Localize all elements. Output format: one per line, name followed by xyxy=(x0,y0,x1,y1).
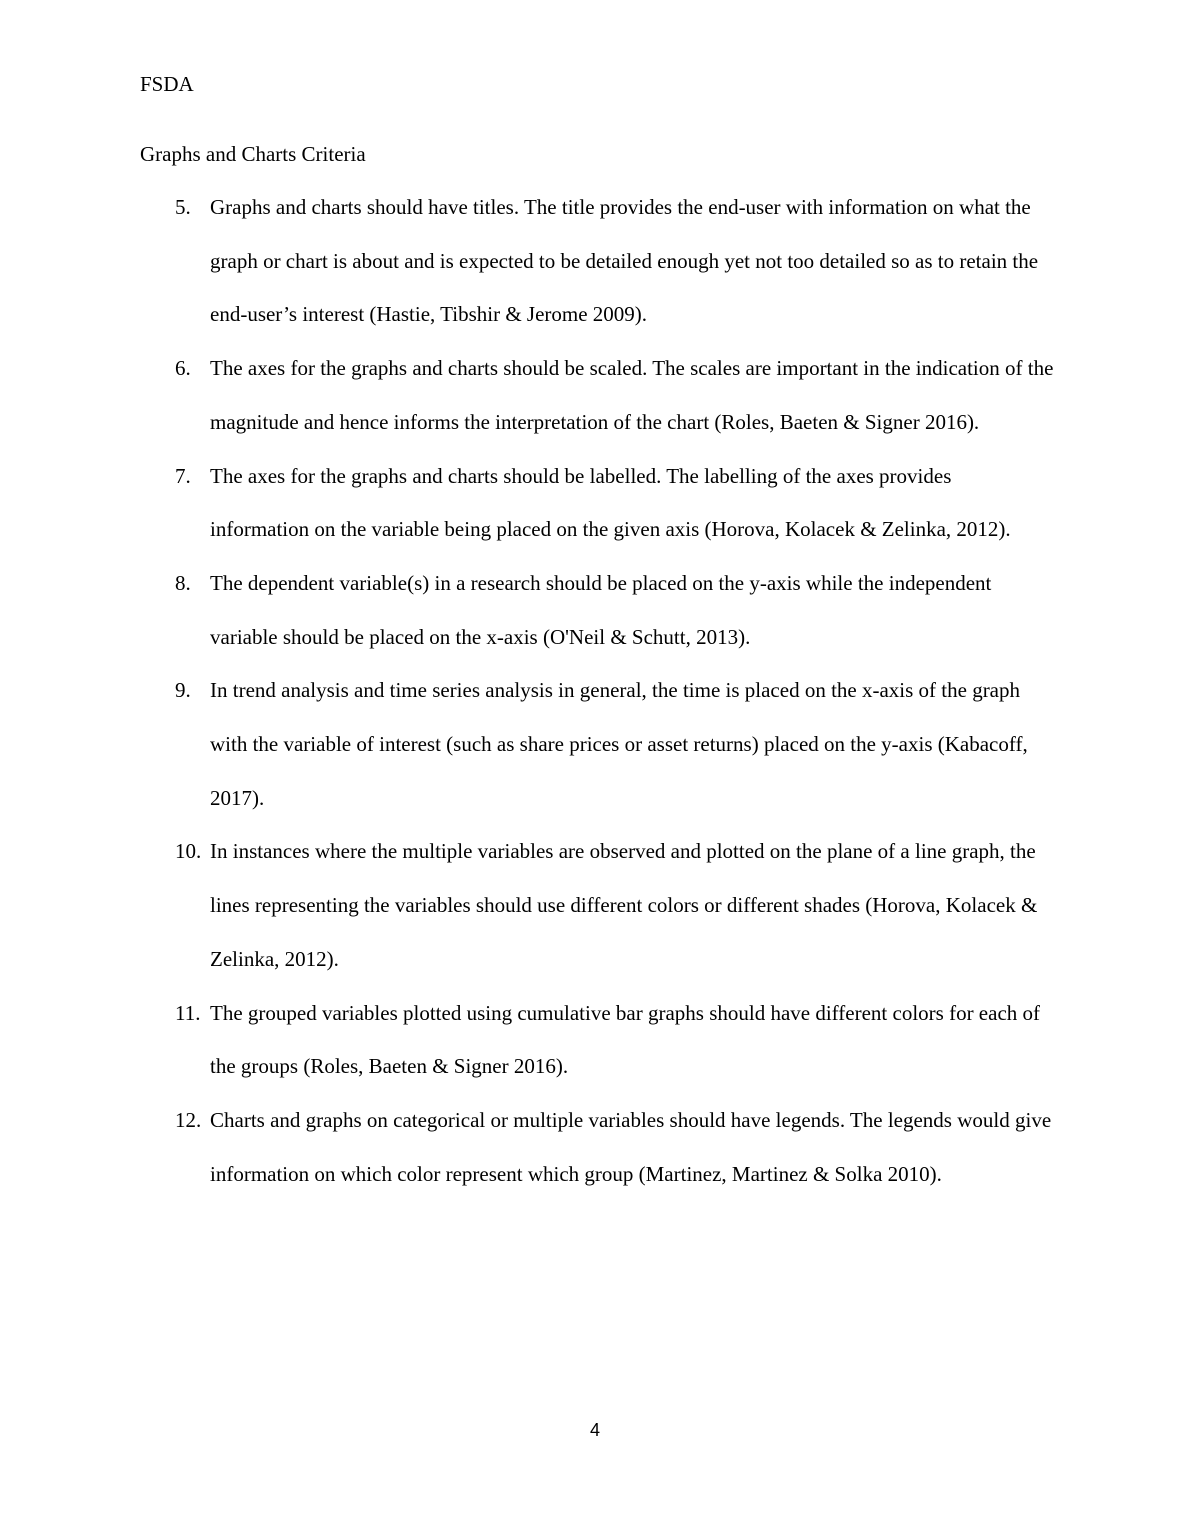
list-item-text: In instances where the multiple variables are observed and plotted on the plane of a line graph, the lines representing the variables should use different colors or different shades (Horova, Kolacek & Zelinka, 2012). xyxy=(210,839,1038,971)
criteria-item-11 xyxy=(0,987,1055,1094)
section-title: Graphs and Charts Criteria xyxy=(140,142,366,166)
list-item-text: Charts and graphs on categorical or multiple variables should have legends. The legends would give information on which color represent which group (Martinez, Martinez & Solka 2010). xyxy=(210,1107,1052,1186)
page-number: 4 xyxy=(589,1420,600,1440)
criteria-list xyxy=(0,181,1190,1201)
list-item-text: The dependent variable(s) in a research should be placed on the y-axis while the independent variable should be placed on the x-axis (O'Neil & Schutt, 2013). xyxy=(210,570,992,649)
criteria-item-6 xyxy=(0,342,1055,449)
running-header: FSDA xyxy=(140,72,194,96)
list-number: 6. xyxy=(175,356,191,381)
criteria-item-5 xyxy=(0,181,1055,342)
list-item-text: The axes for the graphs and charts should be labelled. The labelling of the axes provides information on the variable being placed on the given axis (Horova, Kolacek & Zelinka, 2012). xyxy=(210,463,1011,542)
list-number: 8. xyxy=(175,570,191,595)
list-number: 7. xyxy=(175,463,191,488)
list-number: 12. xyxy=(175,1107,202,1132)
list-item-text: Graphs and charts should have titles. The title provides the end-user with information on what the graph or chart is about and is expected to be detailed enough yet not too detailed so as to retain the end-user’s interest (Hastie, Tibshir & Jerome 2009). xyxy=(210,195,1039,327)
criteria-item-10 xyxy=(0,825,1055,986)
criteria-item-9 xyxy=(0,664,1055,825)
criteria-item-12 xyxy=(0,1094,1055,1201)
criteria-item-8 xyxy=(0,557,1055,664)
list-number: 11. xyxy=(175,1000,201,1025)
criteria-item-7 xyxy=(0,450,1055,557)
list-number: 10. xyxy=(175,839,202,864)
list-item-text: In trend analysis and time series analysis in general, the time is placed on the x-axis of the graph with the variable of interest (such as share prices or asset returns) placed on the y-axis (Kabacoff, 2017). xyxy=(210,678,1028,810)
list-item-text: The grouped variables plotted using cumulative bar graphs should have different colors for each of the groups (Roles, Baeten & Signer 2016). xyxy=(210,1000,1041,1079)
list-item-text: The axes for the graphs and charts should be scaled. The scales are important in the indication of the magnitude and hence informs the interpretation of the chart (Roles, Baeten & Signer 2016). xyxy=(210,356,1054,434)
list-number: 5. xyxy=(175,195,191,219)
list-number: 9. xyxy=(175,678,191,703)
